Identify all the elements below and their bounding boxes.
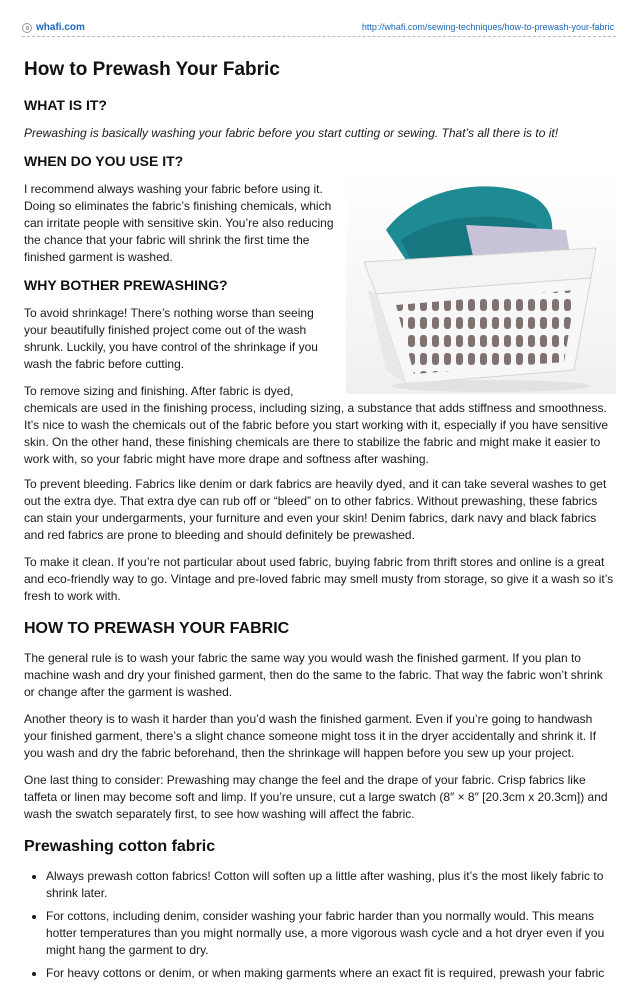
article-body <box>24 58 616 988</box>
article-title: How to Prewash Your Fabric <box>24 59 280 80</box>
why-paragraph-clean: To make it clean. If you’re not particular about used fabric, buying fabric from thrift stores and online is a great and eco-friendly way to go. Vintage and pre-loved fabric may smell musty from storage, so give it a wash so it’s fresh to work with. <box>24 555 614 603</box>
section-heading-when: WHEN DO YOU USE IT? <box>24 153 184 169</box>
page-url-link[interactable]: http://whafi.com/sewing-techniques/how-to-prewash-your-fabric <box>361 22 614 32</box>
why-sizing-rest: chemicals are used in the finishing process, including sizing, a substance that adds stiffness and smoothness. It’s nice to wash the chemicals out of the fabric before you start working with it, especially if you have sensitive skin. On the other hand, these finishing chemicals are there to stabilize the fabric and might make it easier to work with, so your fabric might have more drape and softness after washing. <box>24 401 609 466</box>
section-heading-why: WHY BOTHER PREWASHING? <box>24 277 228 293</box>
why-paragraph-shrinkage: To avoid shrinkage! There’s nothing worse than seeing your beautifully finished project come out of the wash shrunk. Luckily, you have control of the shrinkage if you wash the fabric before cutting. <box>24 306 318 371</box>
laundry-basket-photo <box>346 170 616 394</box>
how-paragraph-rule: The general rule is to wash your fabric the same way you would wash the finished garment. If you plan to machine wash and dry your finished garment, then do the same to the fabric. That way the fabric won’t shrink or change after the garment is washed. <box>24 651 603 699</box>
section-heading-what: WHAT IS IT? <box>24 97 107 113</box>
cotton-list <box>24 868 616 982</box>
what-paragraph: Prewashing is basically washing your fabric before you start cutting or sewing. That’s all there is to it! <box>24 126 559 140</box>
list-item: • Always prewash cotton fabrics! Cotton will soften up a little after washing, plus it’s the most likely fabric to shrink later. <box>46 868 616 902</box>
when-paragraph: I recommend always washing your fabric before using it. Doing so eliminates the fabric’s finishing chemicals, which can irritate people with sensitive skin. You’re also reducing the chance that your fabric will shrink the first time the finished garment is washed. <box>24 182 334 264</box>
section-heading-cotton: Prewashing cotton fabric <box>24 838 216 855</box>
header-divider <box>22 36 616 37</box>
list-item: • For heavy cottons or denim, or when making garments where an exact fit is required, prewash your fabric <box>46 965 616 982</box>
why-paragraph-bleeding: To prevent bleeding. Fabrics like denim or dark fabrics are heavily dyed, and it can take several washes to get out the extra dye. That extra dye can rub off or “bleed” on to other fabrics. Without prewashing, these fabrics can stain your undergarments, your furniture and even your skin! Denim fabrics, dark navy and black fabrics and red fabrics are prone to bleeding and should definitely be prewashed. <box>24 477 607 542</box>
why-sizing-lead: To remove sizing and finishing. After fabric is dyed, <box>24 384 294 398</box>
site-name-link[interactable]: whafi.com <box>36 22 85 33</box>
section-heading-how: HOW TO PREWASH YOUR FABRIC <box>24 620 290 637</box>
how-paragraph-consider: One last thing to consider: Prewashing may change the feel and the drape of your fabric. Crisp fabrics like taffeta or linen may become soft and limp. If you’re unsure, cut a large swatch (8″ × 8″ [20.3cm x 20.3cm]) and wash the swatch separately first, to see how washing will affect the fabric. <box>24 773 608 821</box>
how-paragraph-theory: Another theory is to wash it harder than you’d wash the finished garment. Even if you’re going to handwash your finished garment, there’s a slight chance someone might toss it in the dryer accidentally and shrink it. If you wash and dry the fabric beforehand, then the shrinkage will happen before you sew up your project. <box>24 712 597 760</box>
list-item: • For cottons, including denim, consider washing your fabric harder than you normally would. This means hotter temperatures than you might normally use, a more vigorous wash cycle and a hot dryer even if you might hang the garment to dry. <box>46 908 616 959</box>
page-header <box>0 0 638 36</box>
why-paragraph-sizing <box>24 383 616 468</box>
site-logo-icon <box>22 23 32 33</box>
